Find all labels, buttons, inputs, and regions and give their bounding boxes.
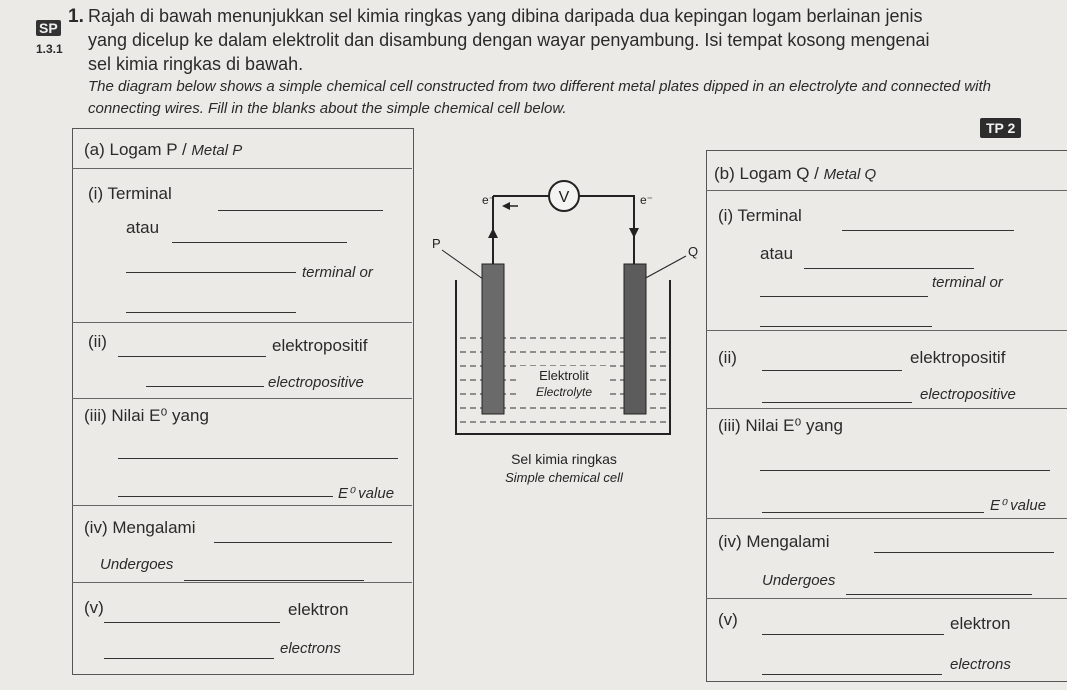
question-number: 1. xyxy=(68,6,84,27)
row-divider xyxy=(72,505,412,506)
right-title-english: Metal Q xyxy=(823,166,877,183)
electron-label-left: e⁻ xyxy=(482,193,496,207)
left-electrons: electrons xyxy=(280,640,341,657)
right-undergoes: Undergoes xyxy=(762,572,836,589)
row-divider xyxy=(706,190,1067,191)
left-v-blank[interactable] xyxy=(104,608,280,623)
electrolyte-label-malay: Elektrolit xyxy=(539,368,589,383)
voltmeter-label: V xyxy=(558,189,570,206)
right-terminal-or: terminal or xyxy=(932,274,1003,291)
right-i-label: (i) Terminal xyxy=(718,206,802,225)
metal-plate-q xyxy=(624,264,646,414)
row-divider xyxy=(706,330,1067,331)
left-terminal-or-blank[interactable] xyxy=(126,298,296,313)
leader-line xyxy=(642,256,686,280)
left-iv-label: (iv) Mengalami xyxy=(84,518,196,537)
arrowhead-down-icon xyxy=(629,228,639,238)
right-ii-english-blank[interactable] xyxy=(762,388,912,403)
left-e0-value: E⁰ value xyxy=(338,485,395,502)
row-divider xyxy=(72,582,412,583)
row-divider xyxy=(72,168,412,169)
metal-plate-p xyxy=(482,264,504,414)
left-iii-english-blank[interactable] xyxy=(118,482,333,497)
right-e0-value: E⁰ value xyxy=(990,497,1047,514)
chemical-cell-diagram xyxy=(420,176,710,496)
left-iii-blank[interactable] xyxy=(118,444,398,459)
question-malay-line-3: sel kimia ringkas di bawah. xyxy=(88,54,304,74)
left-terminal-or: terminal or xyxy=(302,264,373,281)
left-i-blank[interactable] xyxy=(218,196,383,211)
row-divider xyxy=(706,518,1067,519)
left-ii-blank[interactable] xyxy=(118,342,266,357)
left-ii-label: (ii) xyxy=(88,332,107,351)
right-undergoes-blank[interactable] xyxy=(846,580,1032,595)
question-malay-line-2: yang dicelup ke dalam elektrolit dan disambung dengan wayar penyambung. Isi tempat kosong mengenai xyxy=(88,30,930,50)
tp-badge: TP 2 xyxy=(980,118,1021,138)
left-undergoes: Undergoes xyxy=(100,556,174,573)
left-ii-english-blank[interactable] xyxy=(146,372,264,387)
right-title-malay: (b) Logam Q / xyxy=(714,164,824,183)
right-ii-label: (ii) xyxy=(718,348,737,367)
question-english-line-1: The diagram below shows a simple chemical cell constructed from two different metal plates dipped in an electrolyte and connected with xyxy=(88,78,991,95)
sp-badge: SP xyxy=(36,20,61,36)
left-v-label: (v) xyxy=(84,598,104,617)
right-ii-blank[interactable] xyxy=(762,356,902,371)
left-iv-blank[interactable] xyxy=(214,528,392,543)
left-electropositive: electropositive xyxy=(268,374,364,391)
right-terminal-blank[interactable] xyxy=(760,282,928,297)
right-v-blank[interactable] xyxy=(762,620,944,635)
row-divider xyxy=(72,398,412,399)
row-divider xyxy=(706,408,1067,409)
plate-p-label: P xyxy=(432,236,441,251)
right-atau: atau xyxy=(760,244,794,263)
question-malay-line-1: Rajah di bawah menunjukkan sel kimia ringkas yang dibina daripada dua kepingan logam berlainan jenis xyxy=(88,6,923,26)
electrolyte-label-english: Electrolyte xyxy=(535,385,593,399)
left-elektropositif: elektropositif xyxy=(272,336,368,355)
plate-q-label: Q xyxy=(688,244,699,259)
right-electropositive: electropositive xyxy=(920,386,1016,403)
diagram-caption-malay: Sel kimia ringkas xyxy=(511,451,617,467)
right-elektron: elektron xyxy=(950,614,1011,633)
left-atau: atau xyxy=(126,218,160,237)
arrowhead-up-icon xyxy=(488,228,498,238)
row-divider xyxy=(72,322,412,323)
right-atau-blank[interactable] xyxy=(804,254,974,269)
left-atau-blank[interactable] xyxy=(172,228,347,243)
curriculum-code: 1.3.1 xyxy=(36,42,63,56)
left-iii-label: (iii) Nilai E⁰ yang xyxy=(84,406,209,425)
left-v-english-blank[interactable] xyxy=(104,644,274,659)
right-iii-label: (iii) Nilai E⁰ yang xyxy=(718,416,843,435)
left-i-label: (i) Terminal xyxy=(88,184,172,203)
question-english-line-2: connecting wires. Fill in the blanks about the simple chemical cell below. xyxy=(88,100,567,117)
right-iv-label: (iv) Mengalami xyxy=(718,532,830,551)
right-terminal-or-blank[interactable] xyxy=(760,312,932,327)
left-title-malay: (a) Logam P / xyxy=(84,140,192,159)
right-title xyxy=(714,164,876,184)
left-elektron: elektron xyxy=(288,600,349,619)
left-terminal-blank[interactable] xyxy=(126,258,296,273)
row-divider xyxy=(706,598,1067,599)
right-elektropositif: elektropositif xyxy=(910,348,1006,367)
diagram-caption-english: Simple chemical cell xyxy=(505,470,623,485)
left-title xyxy=(84,140,242,160)
left-undergoes-blank[interactable] xyxy=(184,566,364,581)
right-v-label: (v) xyxy=(718,610,738,629)
right-electrons: electrons xyxy=(950,656,1011,673)
right-iii-blank[interactable] xyxy=(760,456,1050,471)
electron-label-right: e⁻ xyxy=(640,193,654,207)
right-iv-blank[interactable] xyxy=(874,538,1054,553)
right-v-english-blank[interactable] xyxy=(762,660,942,675)
right-i-blank[interactable] xyxy=(842,216,1014,231)
arrowhead-icon xyxy=(502,202,510,210)
right-iii-english-blank[interactable] xyxy=(762,498,984,513)
left-title-english: Metal P xyxy=(191,142,243,159)
